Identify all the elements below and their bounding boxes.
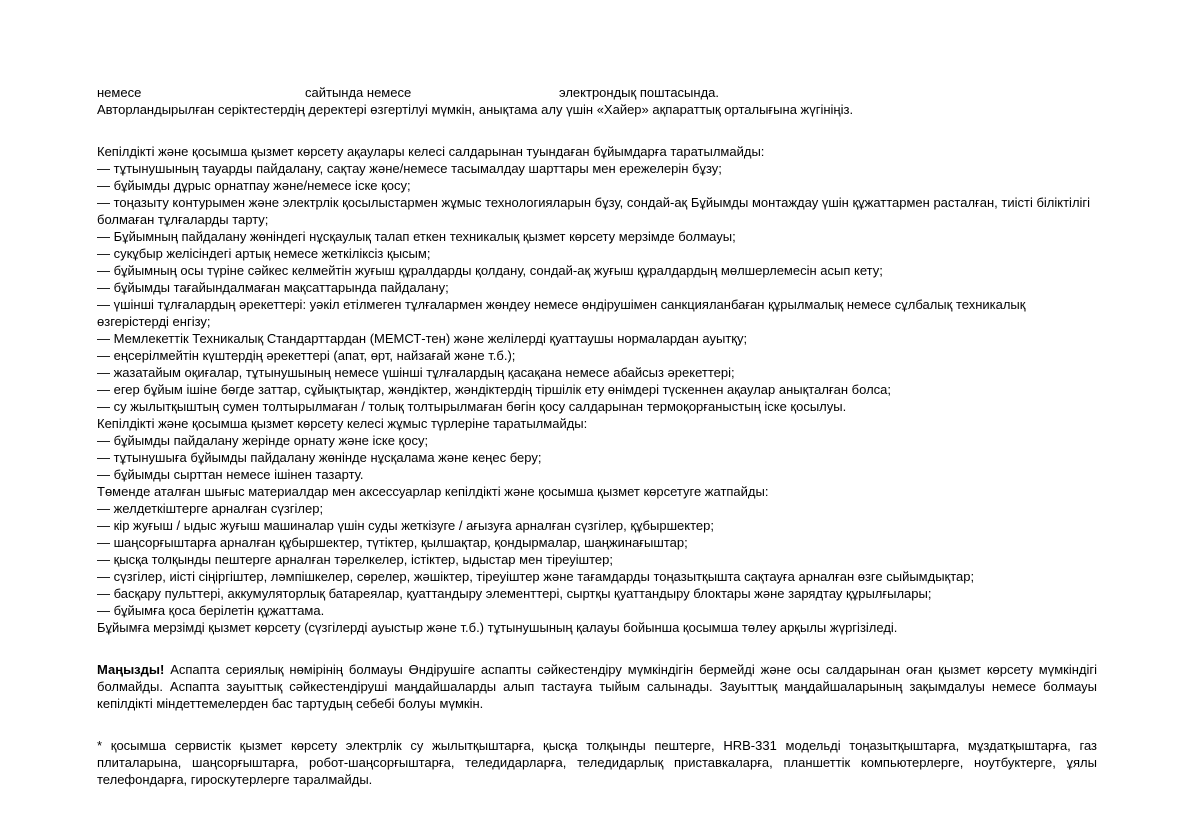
list-item: — еңсерілмейтін күштердің әрекеттері (апат, өрт, найзағай және т.б.);: [97, 348, 516, 363]
list-item: — желдеткіштерге арналған сүзгілер;: [97, 501, 324, 516]
list-item: — қысқа толқынды пештерге арналған тәрелкелер, істіктер, ыдыстар мен тіреуіштер;: [97, 552, 613, 567]
footnote: * қосымша сервистік қызмет көрсету электрлік су жылытқыштарға, қысқа толқынды пештерге, HRB-331 модельді тоңазытқыштарға, мұздатқыштарға, газ плиталарына, шаңсорғыштарға, робот-шаңсорғыштарға, теледидарларға, теледидарлық приставкаларға, планшеттік компьютерлерге, ноутбуктерге, ұялы телефондарға, гироскутерлерге таралмайды.: [97, 738, 1097, 787]
list-item: — бұйымды тағайындалмаған мақсаттарында пайдалану;: [97, 280, 449, 295]
list-item: — бұйымға қоса берілетін құжаттама.: [97, 603, 325, 618]
list-item: — су жылытқыштың сумен толтырылмаған / толық толтырылмаған бөгін қосу салдарынан термоқорғаныстың іске қосылуы.: [97, 399, 847, 414]
important-paragraph: [97, 661, 1097, 712]
list-item: — сүзгілер, иісті сіңіргіштер, ләмпішкелер, сөрелер, жәшіктер, тіреуіштер және тағамдарды тоңазытқышта сақтауға арналған өзге сыйымдықтар;: [97, 569, 975, 584]
materials-title: Төменде аталған шығыс материалдар мен аксессуарлар кепілдікті және қосымша қызмет көрсетуге жатпайды:: [97, 484, 769, 499]
contact-text-1: немесе: [97, 85, 142, 100]
list-item: — бұйымды пайдалану жерінде орнату және іске қосу;: [97, 433, 429, 448]
works-list: [97, 432, 1097, 483]
service-note: Бұйымға мерзімді қызмет көрсету (сүзгілерді ауыстыр және т.б.) тұтынушының қалауы бойынша қосымша төлеу арқылы жүргізіледі.: [97, 620, 898, 635]
list-item: — тұтынушының тауарды пайдалану, сақтау және/немесе тасымалдау шарттары мен ережелерін бұзу;: [97, 161, 722, 176]
list-item: — тұтынушыға бұйымды пайдалану жөнінде нұсқалама және кеңес беру;: [97, 450, 542, 465]
list-item: — Бұйымның пайдалану жөніндегі нұсқаулық талап еткен техникалық қызмет көрсету мерзімде болмауы;: [97, 229, 736, 244]
list-item: — бұйымның осы түріне сәйкес келмейтін жуғыш құралдарды қолдану, сондай-ақ жуғыш құралдардың мөлшерлемесін асып кету;: [97, 263, 883, 278]
list-item: — Мемлекеттік Техникалық Стандарттардан (МЕМСТ-тен) және желілерді қуаттаушы нормалардан ауытқу;: [97, 331, 748, 346]
list-item: — егер бұйым ішіне бөгде заттар, сұйықтықтар, жәндіктер, жәндіктердің тіршілік ету өнімдері түскеннен ақаулар анықталған болса;: [97, 382, 891, 397]
contact-line: [97, 84, 1097, 101]
list-item: — үшінші тұлғалардың әрекеттері: уәкіл етілмеген тұлғалармен жөндеу немесе өндірушімен санкцияланбаған құрылмалық немесе сұлбалық техникалық өзгерістерді енгізу;: [97, 297, 1026, 329]
list-item: — тоңазыту контурымен және электрлік қосылыстармен жұмыс технологияларын бұзу, сондай-ақ Бұйымды монтаждау үшін құжаттармен расталған, тиісті біліктілігі болмаған тұлғаларды тарту;: [97, 195, 1091, 227]
important-text: Аспапта сериялық нөмірінің болмауы Өндірушіге аспапты сәйкестендіру мүмкіндігін бермейді және осы салдарынан оған қызмет көрсету мүмкіндігі болмайды. Аспапта зауыттық сәйкестендіруші маңдайшаларды алып тастауға тыйым салынады. Зауыттық маңдайшаларының зақымдалуы немесе болмауы кепілдікті міндеттемелерден бас тартудың себебі болуы мүмкін.: [97, 662, 1097, 711]
list-item: — сукұбыр желісіндегі артық немесе жеткіліксіз қысым;: [97, 246, 431, 261]
list-item: — кір жуғыш / ыдыс жуғыш машиналар үшін суды жеткізуге / ағызуға арналған сүзгілер, құбыршектер;: [97, 518, 714, 533]
document-page: [97, 84, 1097, 788]
materials-list: [97, 500, 1097, 619]
works-title: Кепілдікті және қосымша қызмет көрсету келесі жұмыс түрлеріне таратылмайды:: [97, 416, 588, 431]
important-label: Маңызды!: [97, 662, 165, 677]
exclusions-title: Кепілдікті және қосымша қызмет көрсету ақаулары келесі салдарынан туындаған бұйымдарға таратылмайды:: [97, 144, 765, 159]
list-item: — басқару пульттері, аккумуляторлық батареялар, қуаттандыру элементтері, сыртқы қуаттандыру блоктары және зарядтау құрылғылары;: [97, 586, 932, 601]
partners-note: Авторландырылған серіктестердің деректері өзгертілуі мүмкін, анықтама алу үшін «Хайер» ақпараттық орталығына жүгініңіз.: [97, 102, 854, 117]
list-item: — бұйымды дұрыс орнатпау және/немесе іске қосу;: [97, 178, 411, 193]
contact-text-2: сайтында немесе: [305, 85, 412, 100]
list-item: — шаңсорғыштарға арналған құбыршектер, түтіктер, қылшақтар, қондырмалар, шаңжинағыштар;: [97, 535, 688, 550]
list-item: — жазатайым оқиғалар, тұтынушының немесе үшінші тұлғалардың қасақана немесе абайсыз әрекеттері;: [97, 365, 735, 380]
contact-text-3: электрондық поштасында.: [559, 85, 720, 100]
exclusions-list: [97, 160, 1097, 415]
list-item: — бұйымды сырттан немесе ішінен тазарту.: [97, 467, 364, 482]
